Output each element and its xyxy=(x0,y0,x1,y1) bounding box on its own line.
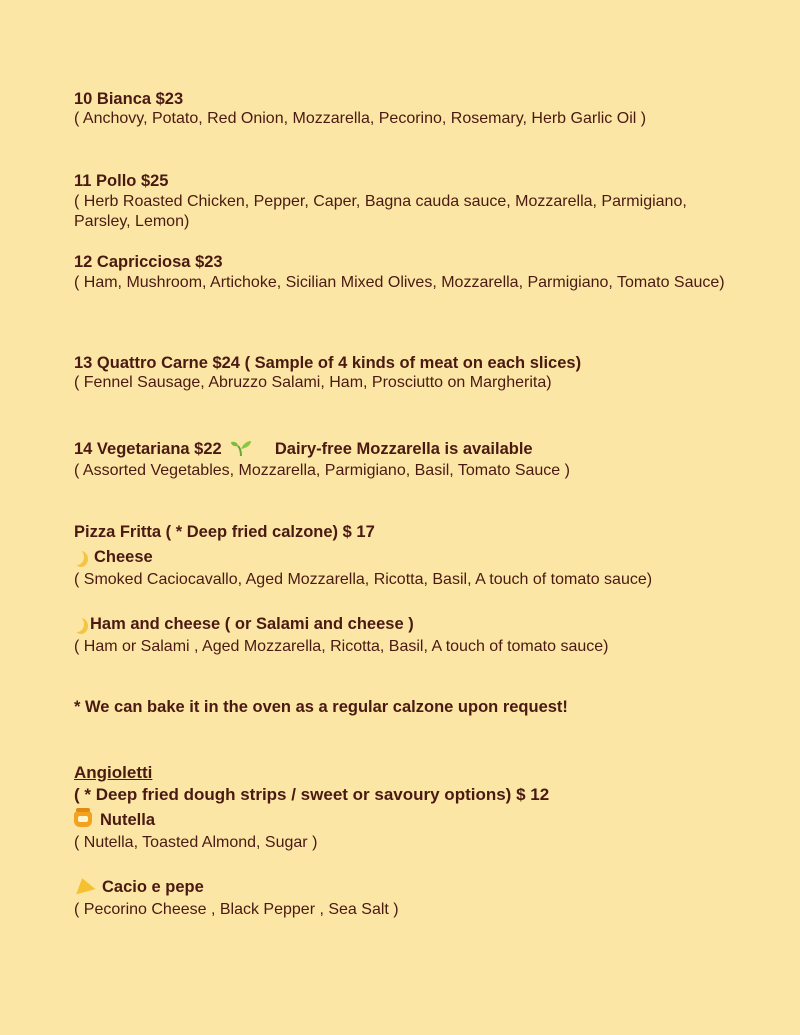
angioletti-nutella-title: Nutella xyxy=(100,811,156,829)
pizza-fritta-cheese-title: Cheese xyxy=(94,548,153,566)
pizza-fritta-ham-row xyxy=(74,615,414,634)
pizza-fritta-cheese-description: ( Smoked Caciocavallo, Aged Mozzarella, Ricotta, Basil, A touch of tomato sauce) xyxy=(74,571,653,588)
angioletti-cacio-row xyxy=(74,878,204,897)
angioletti-cacio-title: Cacio e pepe xyxy=(102,878,204,896)
sprout-icon xyxy=(230,439,252,457)
angioletti-heading: Angioletti xyxy=(74,763,153,782)
honey-pot-icon xyxy=(74,811,92,827)
bianca-title: 10 Bianca $23 xyxy=(74,90,184,108)
crescent-moon-icon xyxy=(70,549,84,565)
angioletti-subheading: ( * Deep fried dough strips / sweet or savoury options) $ 12 xyxy=(74,785,550,804)
vegetariana-title: 14 Vegetariana $22 xyxy=(74,440,222,458)
quattro-carne-title: 13 Quattro Carne $24 ( Sample of 4 kinds of meat on each slices) xyxy=(74,354,582,372)
angioletti-nutella-row xyxy=(74,811,155,830)
pollo-description: ( Herb Roasted Chicken, Pepper, Caper, Bagna cauda sauce, Mozzarella, Parmigiano, Parsley, Lemon) xyxy=(74,193,687,230)
quattro-carne-description: ( Fennel Sausage, Abruzzo Salami, Ham, Prosciutto on Margherita) xyxy=(74,374,552,391)
angioletti-cacio-description: ( Pecorino Cheese , Black Pepper , Sea Salt ) xyxy=(74,901,399,918)
pizza-fritta-heading: Pizza Fritta ( * Deep fried calzone) $ 17 xyxy=(74,523,375,541)
pizza-fritta-note: * We can bake it in the oven as a regular calzone upon request! xyxy=(74,698,568,716)
vegetariana-title-row xyxy=(74,439,533,459)
capricciosa-title: 12 Capricciosa $23 xyxy=(74,253,223,271)
pizza-fritta-ham-description: ( Ham or Salami , Aged Mozzarella, Ricotta, Basil, A touch of tomato sauce) xyxy=(74,638,609,655)
pizza-fritta-ham-title: Ham and cheese ( or Salami and cheese ) xyxy=(90,615,414,633)
pizza-fritta-cheese-row xyxy=(74,548,153,567)
crescent-moon-icon xyxy=(70,616,84,632)
angioletti-nutella-description: ( Nutella, Toasted Almond, Sugar ) xyxy=(74,834,318,851)
capricciosa-description: ( Ham, Mushroom, Artichoke, Sicilian Mixed Olives, Mozzarella, Parmigiano, Tomato Sauce) xyxy=(74,274,725,291)
pollo-title: 11 Pollo $25 xyxy=(74,172,169,190)
vegetariana-description: ( Assorted Vegetables, Mozzarella, Parmigiano, Basil, Tomato Sauce ) xyxy=(74,462,570,479)
bianca-description: ( Anchovy, Potato, Red Onion, Mozzarella, Pecorino, Rosemary, Herb Garlic Oil ) xyxy=(74,110,647,127)
cheese-wedge-icon xyxy=(73,876,96,895)
vegetariana-note: Dairy-free Mozzarella is available xyxy=(274,440,533,458)
